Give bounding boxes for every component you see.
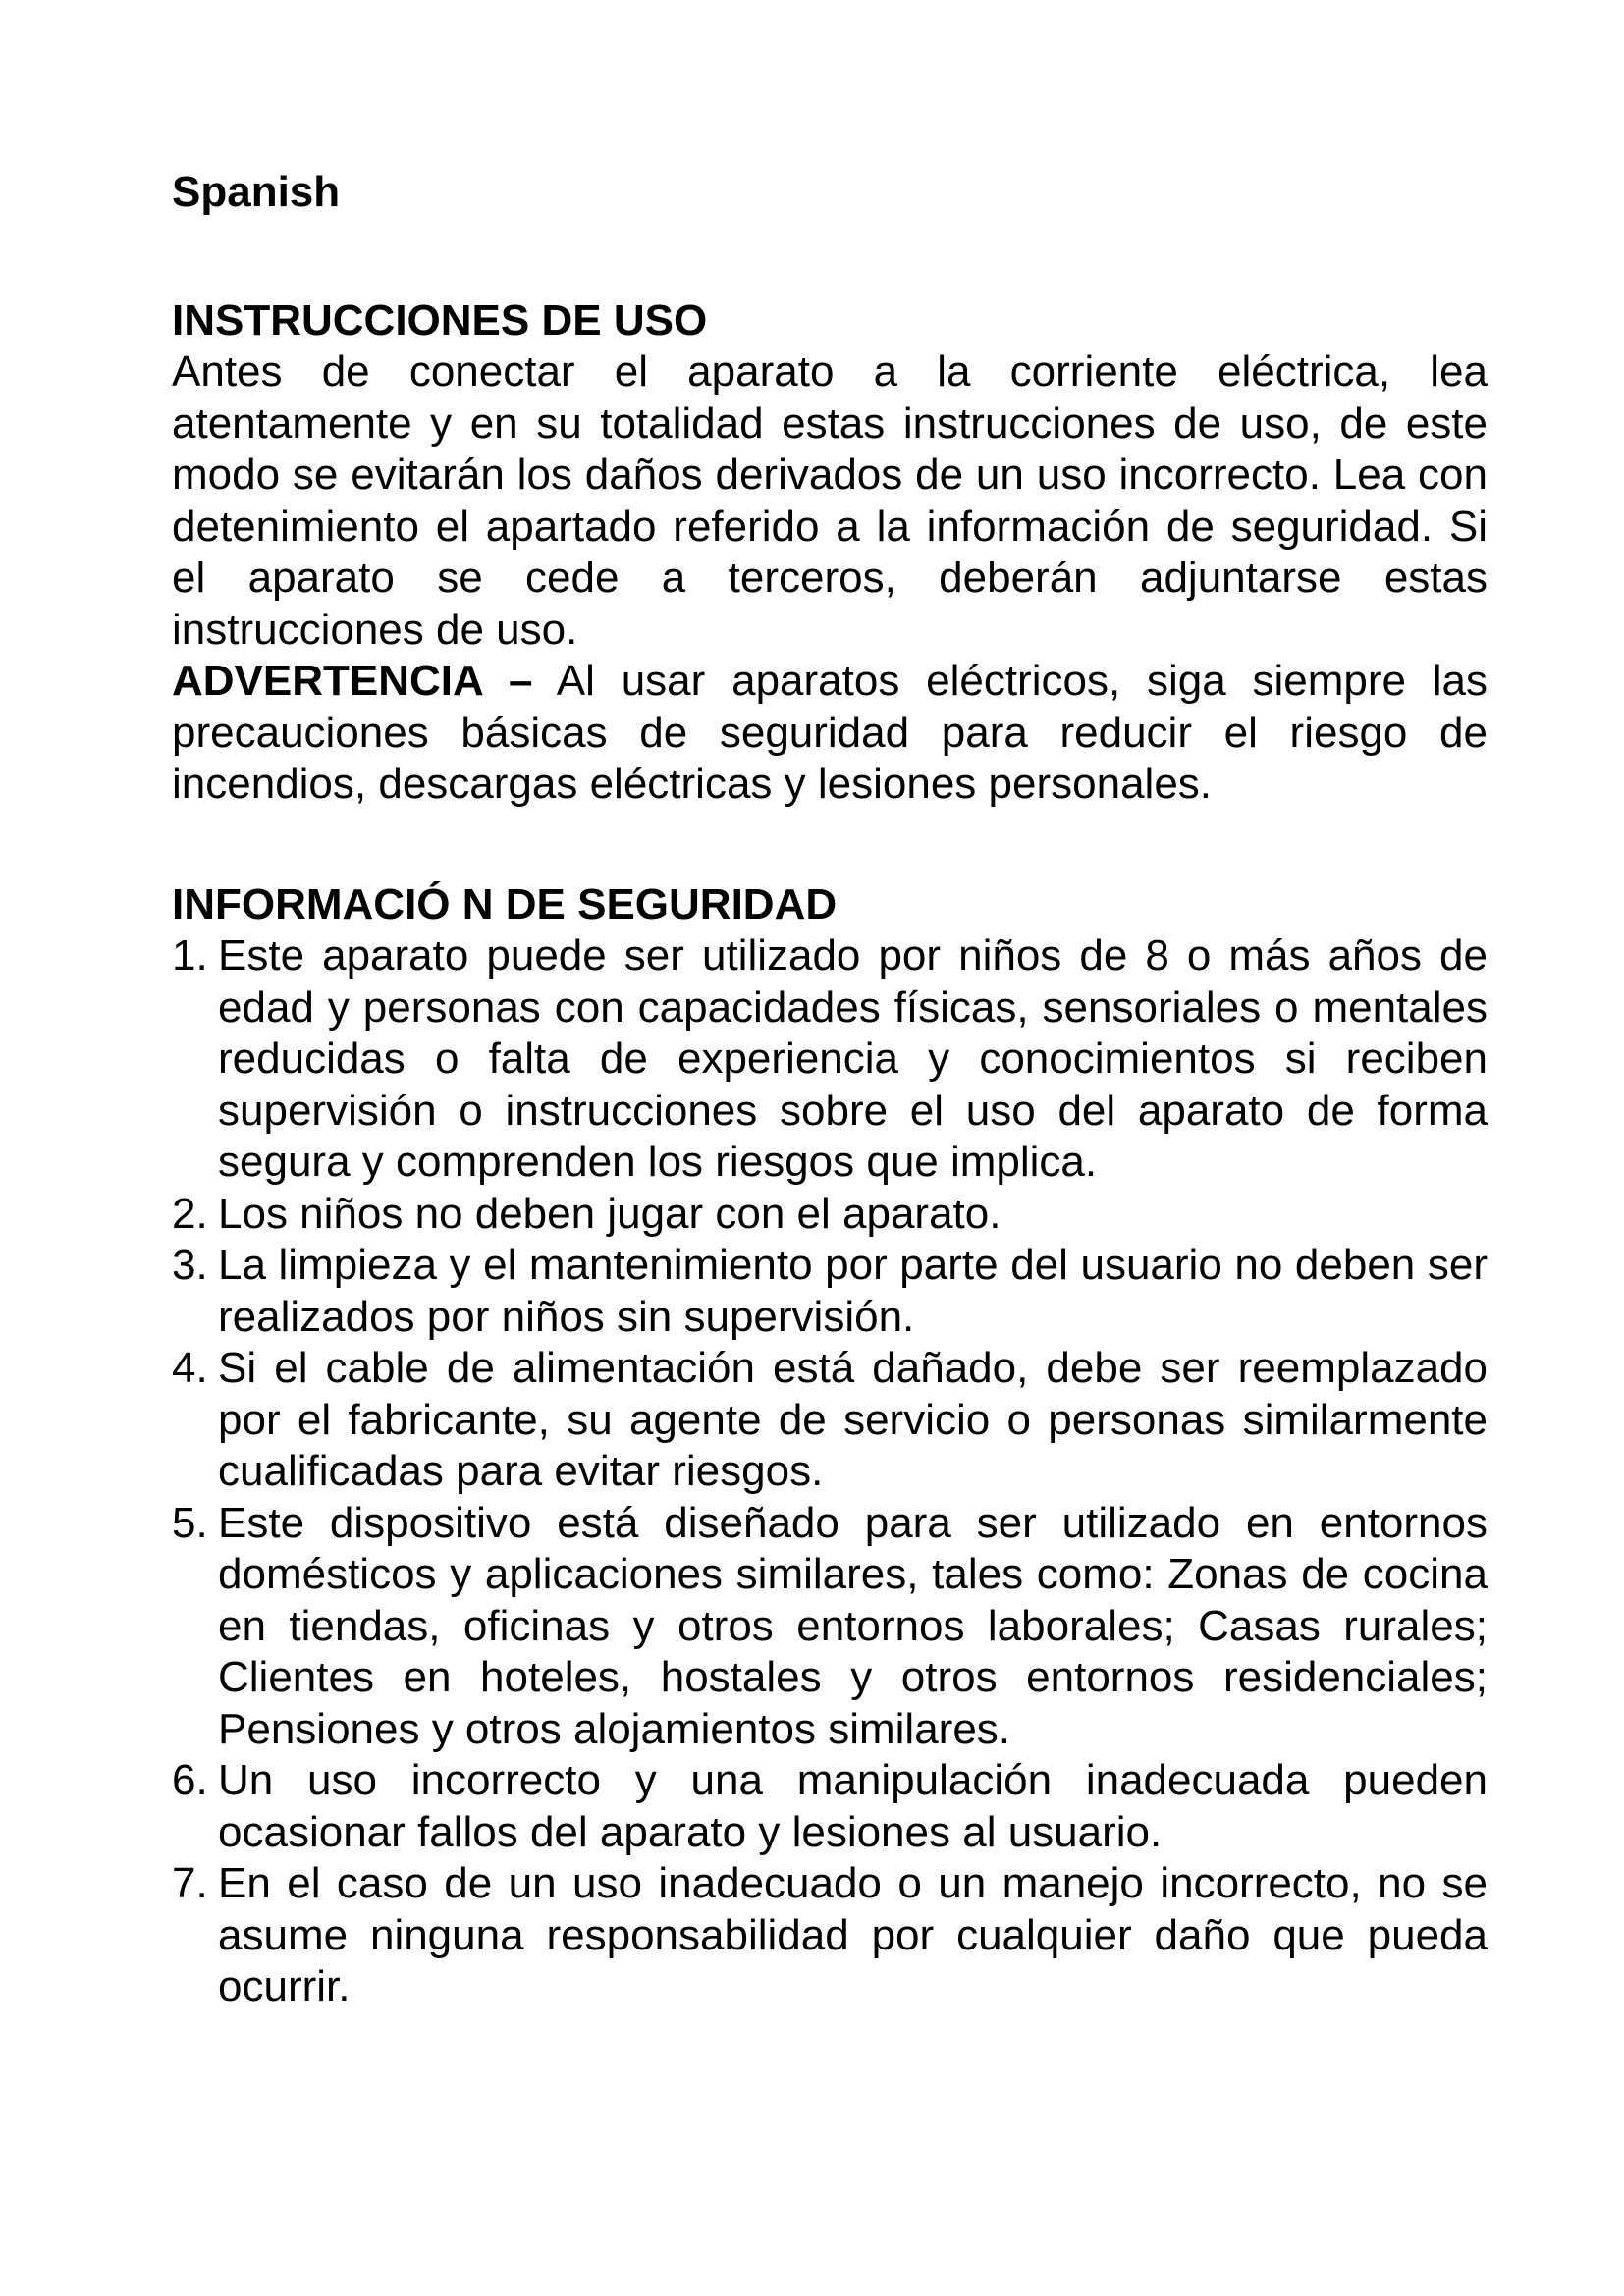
document-page <box>172 167 1488 2013</box>
warning-label: ADVERTENCIA – <box>172 657 533 705</box>
list-item <box>172 1498 1488 1756</box>
list-item-number: 4. <box>172 1344 208 1392</box>
warning-paragraph <box>172 656 1488 811</box>
safety-list <box>172 931 1488 2013</box>
list-item-number: 1. <box>172 932 208 980</box>
list-item-text: Si el cable de alimentación está dañado, debe ser reemplazado por el fabricante, su agente de servicio o personas similarmente cualificadas para evitar riesgos. <box>218 1344 1488 1495</box>
list-item <box>172 1343 1488 1498</box>
language-label: Spanish <box>172 168 341 216</box>
list-item <box>172 931 1488 1189</box>
list-item-text: Los niños no deben jugar con el aparato. <box>218 1189 1001 1238</box>
list-item-number: 2. <box>172 1189 208 1238</box>
list-item <box>172 1858 1488 2013</box>
list-item-number: 7. <box>172 1859 208 1907</box>
list-item-text: En el caso de un uso inadecuado o un manejo incorrecto, no se asume ninguna responsabilidad por cualquier daño que pueda ocurrir. <box>218 1859 1488 2010</box>
instructions-section <box>172 295 1488 811</box>
list-item-number: 6. <box>172 1756 208 1804</box>
section-spacer <box>172 811 1488 880</box>
list-item-number: 5. <box>172 1498 208 1547</box>
list-item-text: Un uso incorrecto y una manipulación inadecuada pueden ocasionar fallos del aparato y lesiones al usuario. <box>218 1756 1488 1856</box>
instructions-heading: INSTRUCCIONES DE USO <box>172 295 708 345</box>
list-item-text: Este aparato puede ser utilizado por niños de 8 o más años de edad y personas con capacidades físicas, sensoriales o mentales reducidas o falta de experiencia y conocimientos si reciben supervisión o instrucciones sobre el uso del aparato de forma segura y comprenden los riesgos que implica. <box>218 932 1488 1186</box>
warning-text: Al usar aparatos eléctricos, siga siempre las precauciones básicas de seguridad para reducir el riesgo de incendios, descargas eléctricas y lesiones personales. <box>172 657 1488 808</box>
safety-section <box>172 880 1488 2013</box>
list-item-text: La limpieza y el mantenimiento por parte del usuario no deben ser realizados por niños sin supervisión. <box>218 1241 1488 1341</box>
list-item-number: 3. <box>172 1241 208 1289</box>
list-item-text: Este dispositivo está diseñado para ser utilizado en entornos domésticos y aplicaciones similares, tales como: Zonas de cocina en tiendas, oficinas y otros entornos laborales; Casas rurales; Clientes en hoteles, hostales y otros entornos residenciales; Pensiones y otros alojamientos similares. <box>218 1498 1488 1753</box>
safety-heading: INFORMACIÓ N DE SEGURIDAD <box>172 880 838 929</box>
list-item <box>172 1189 1488 1241</box>
instructions-intro: Antes de conectar el aparato a la corriente eléctrica, lea atentamente y en su totalidad estas instrucciones de uso, de este modo se evitarán los daños derivados de un uso incorrecto. Lea con detenimiento el apartado referido a la información de seguridad. Si el aparato se cede a terceros, deberán adjuntarse estas instrucciones de uso. <box>172 347 1488 654</box>
list-item <box>172 1755 1488 1858</box>
list-item <box>172 1240 1488 1343</box>
